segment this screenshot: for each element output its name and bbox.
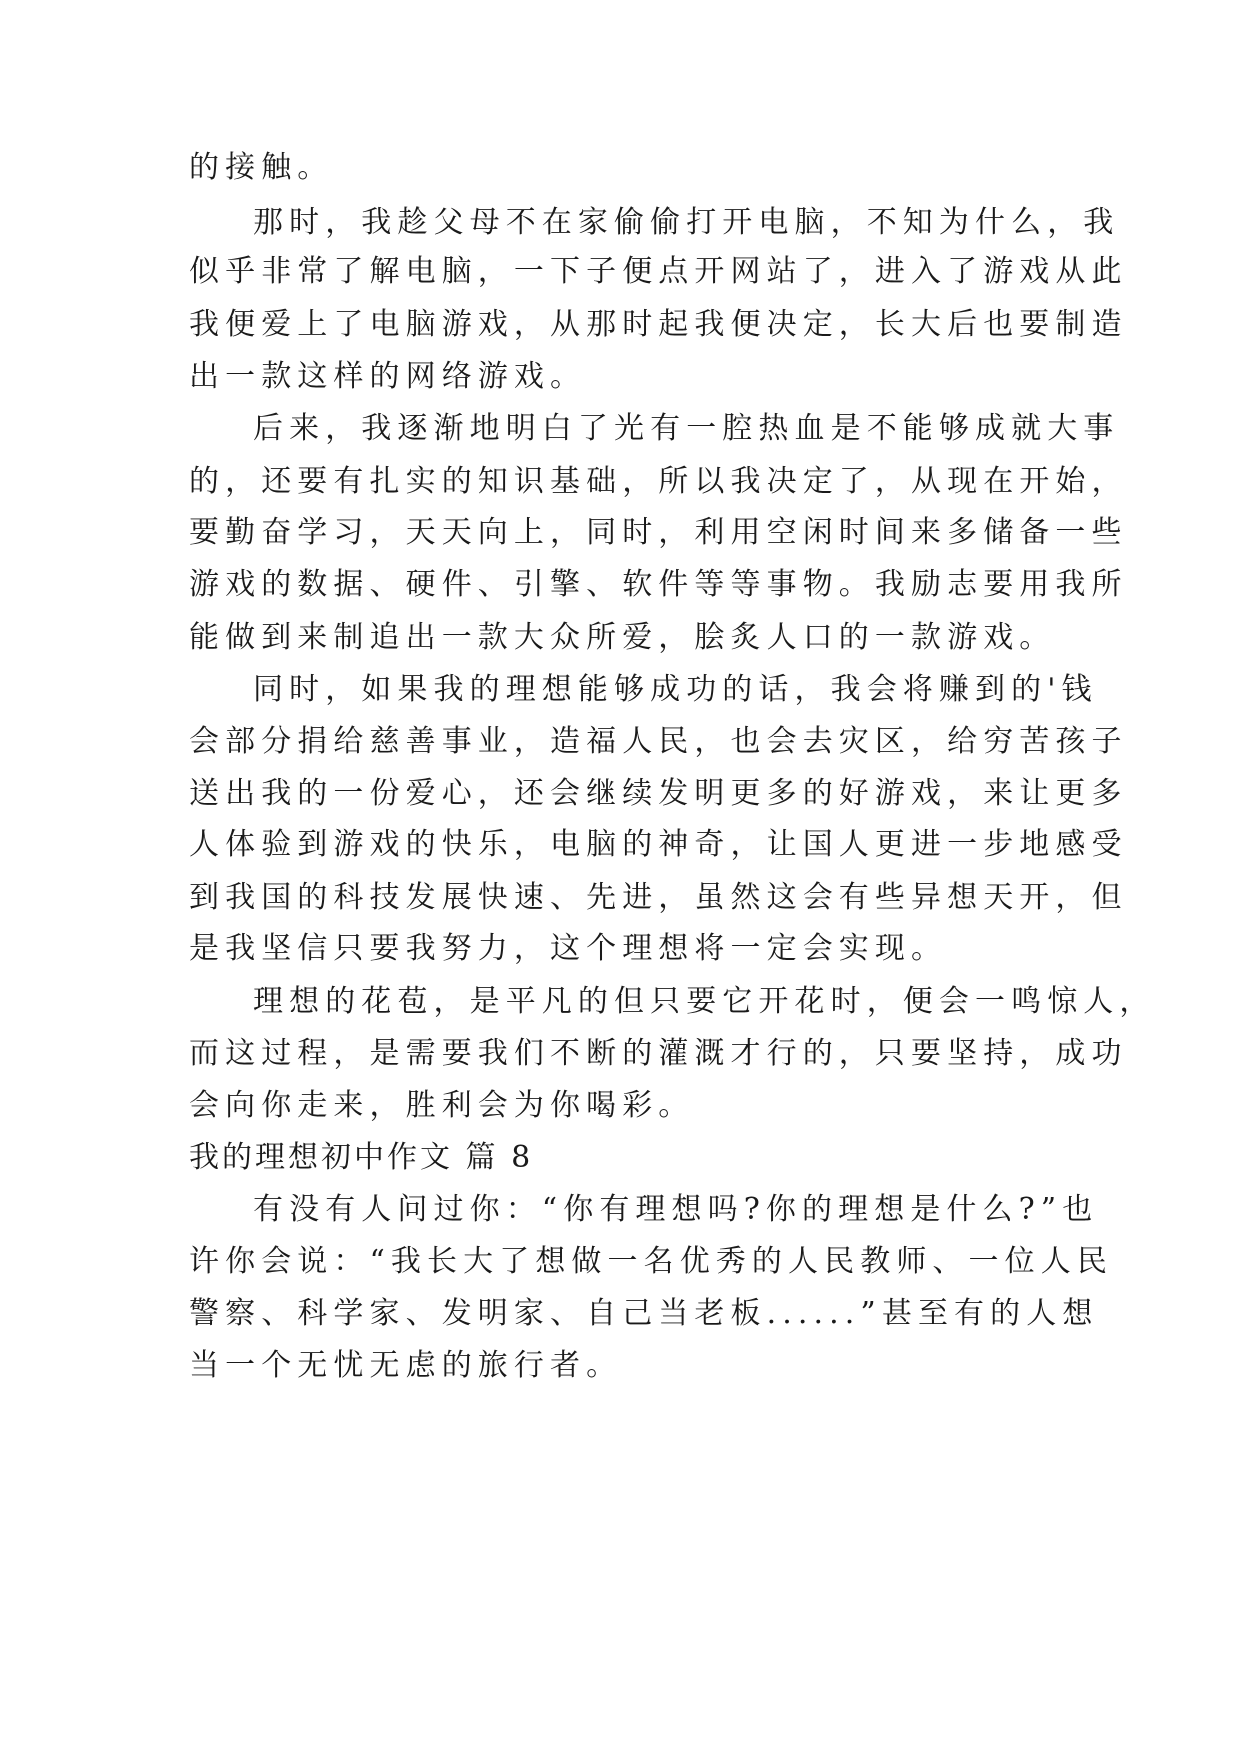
paragraph-line: 当一个无忧无虑的旅行者。 — [189, 1348, 623, 1383]
paragraph-line: 警察、科学家、发明家、自己当老板......”甚至有的人想 — [189, 1296, 1099, 1331]
paragraph-line: 的，还要有扎实的知识基础，所以我决定了，从现在开始， — [189, 464, 1128, 499]
paragraph-line: 而这过程，是需要我们不断的灌溉才行的，只要坚持，成功 — [189, 1036, 1128, 1071]
paragraph-line: 人体验到游戏的快乐，电脑的神奇，让国人更进一步地感受 — [189, 827, 1128, 862]
paragraph-line: 许你会说：“我长大了想做一名优秀的人民教师、一位人民 — [189, 1244, 1113, 1279]
paragraph-line: 游戏的数据、硬件、引擎、软件等等事物。我励志要用我所 — [189, 567, 1128, 602]
paragraph-line: 的接触。 — [189, 150, 334, 185]
paragraph-line: 出一款这样的网络游戏。 — [189, 359, 587, 394]
paragraph-line: 似乎非常了解电脑，一下子便点开网站了，进入了游戏从此 — [189, 254, 1128, 289]
paragraph-line: 会部分捐给慈善事业，造福人民，也会去灾区，给穷苦孩子 — [189, 724, 1128, 759]
paragraph-line: 那时，我趁父母不在家偷偷打开电脑，不知为什么，我 — [253, 205, 1120, 240]
paragraph-line: 到我国的科技发展快速、先进，虽然这会有些异想天开，但 — [189, 880, 1128, 915]
paragraph-line: 我便爱上了电脑游戏，从那时起我便决定，长大后也要制造 — [189, 307, 1128, 342]
paragraph-line: 要勤奋学习，天天向上，同时，利用空闲时间来多储备一些 — [189, 515, 1128, 550]
paragraph-line: 是我坚信只要我努力，这个理想将一定会实现。 — [189, 931, 948, 966]
paragraph-line: 有没有人问过你：“你有理想吗?你的理想是什么?”也 — [253, 1192, 1099, 1227]
paragraph-line: 后来，我逐渐地明白了光有一腔热血是不能够成就大事 — [253, 411, 1120, 446]
section-heading: 我的理想初中作文 篇 8 — [189, 1140, 534, 1175]
paragraph-line: 理想的花苞，是平凡的但只要它开花时，便会一鸣惊人， — [253, 984, 1156, 1019]
paragraph-line: 送出我的一份爱心，还会继续发明更多的好游戏，来让更多 — [189, 776, 1128, 811]
paragraph-line: 能做到来制追出一款大众所爱，脍炙人口的一款游戏。 — [189, 620, 1056, 655]
paragraph-line: 会向你走来，胜利会为你喝彩。 — [189, 1088, 695, 1123]
paragraph-line: 同时，如果我的理想能够成功的话，我会将赚到的'钱 — [253, 672, 1098, 707]
